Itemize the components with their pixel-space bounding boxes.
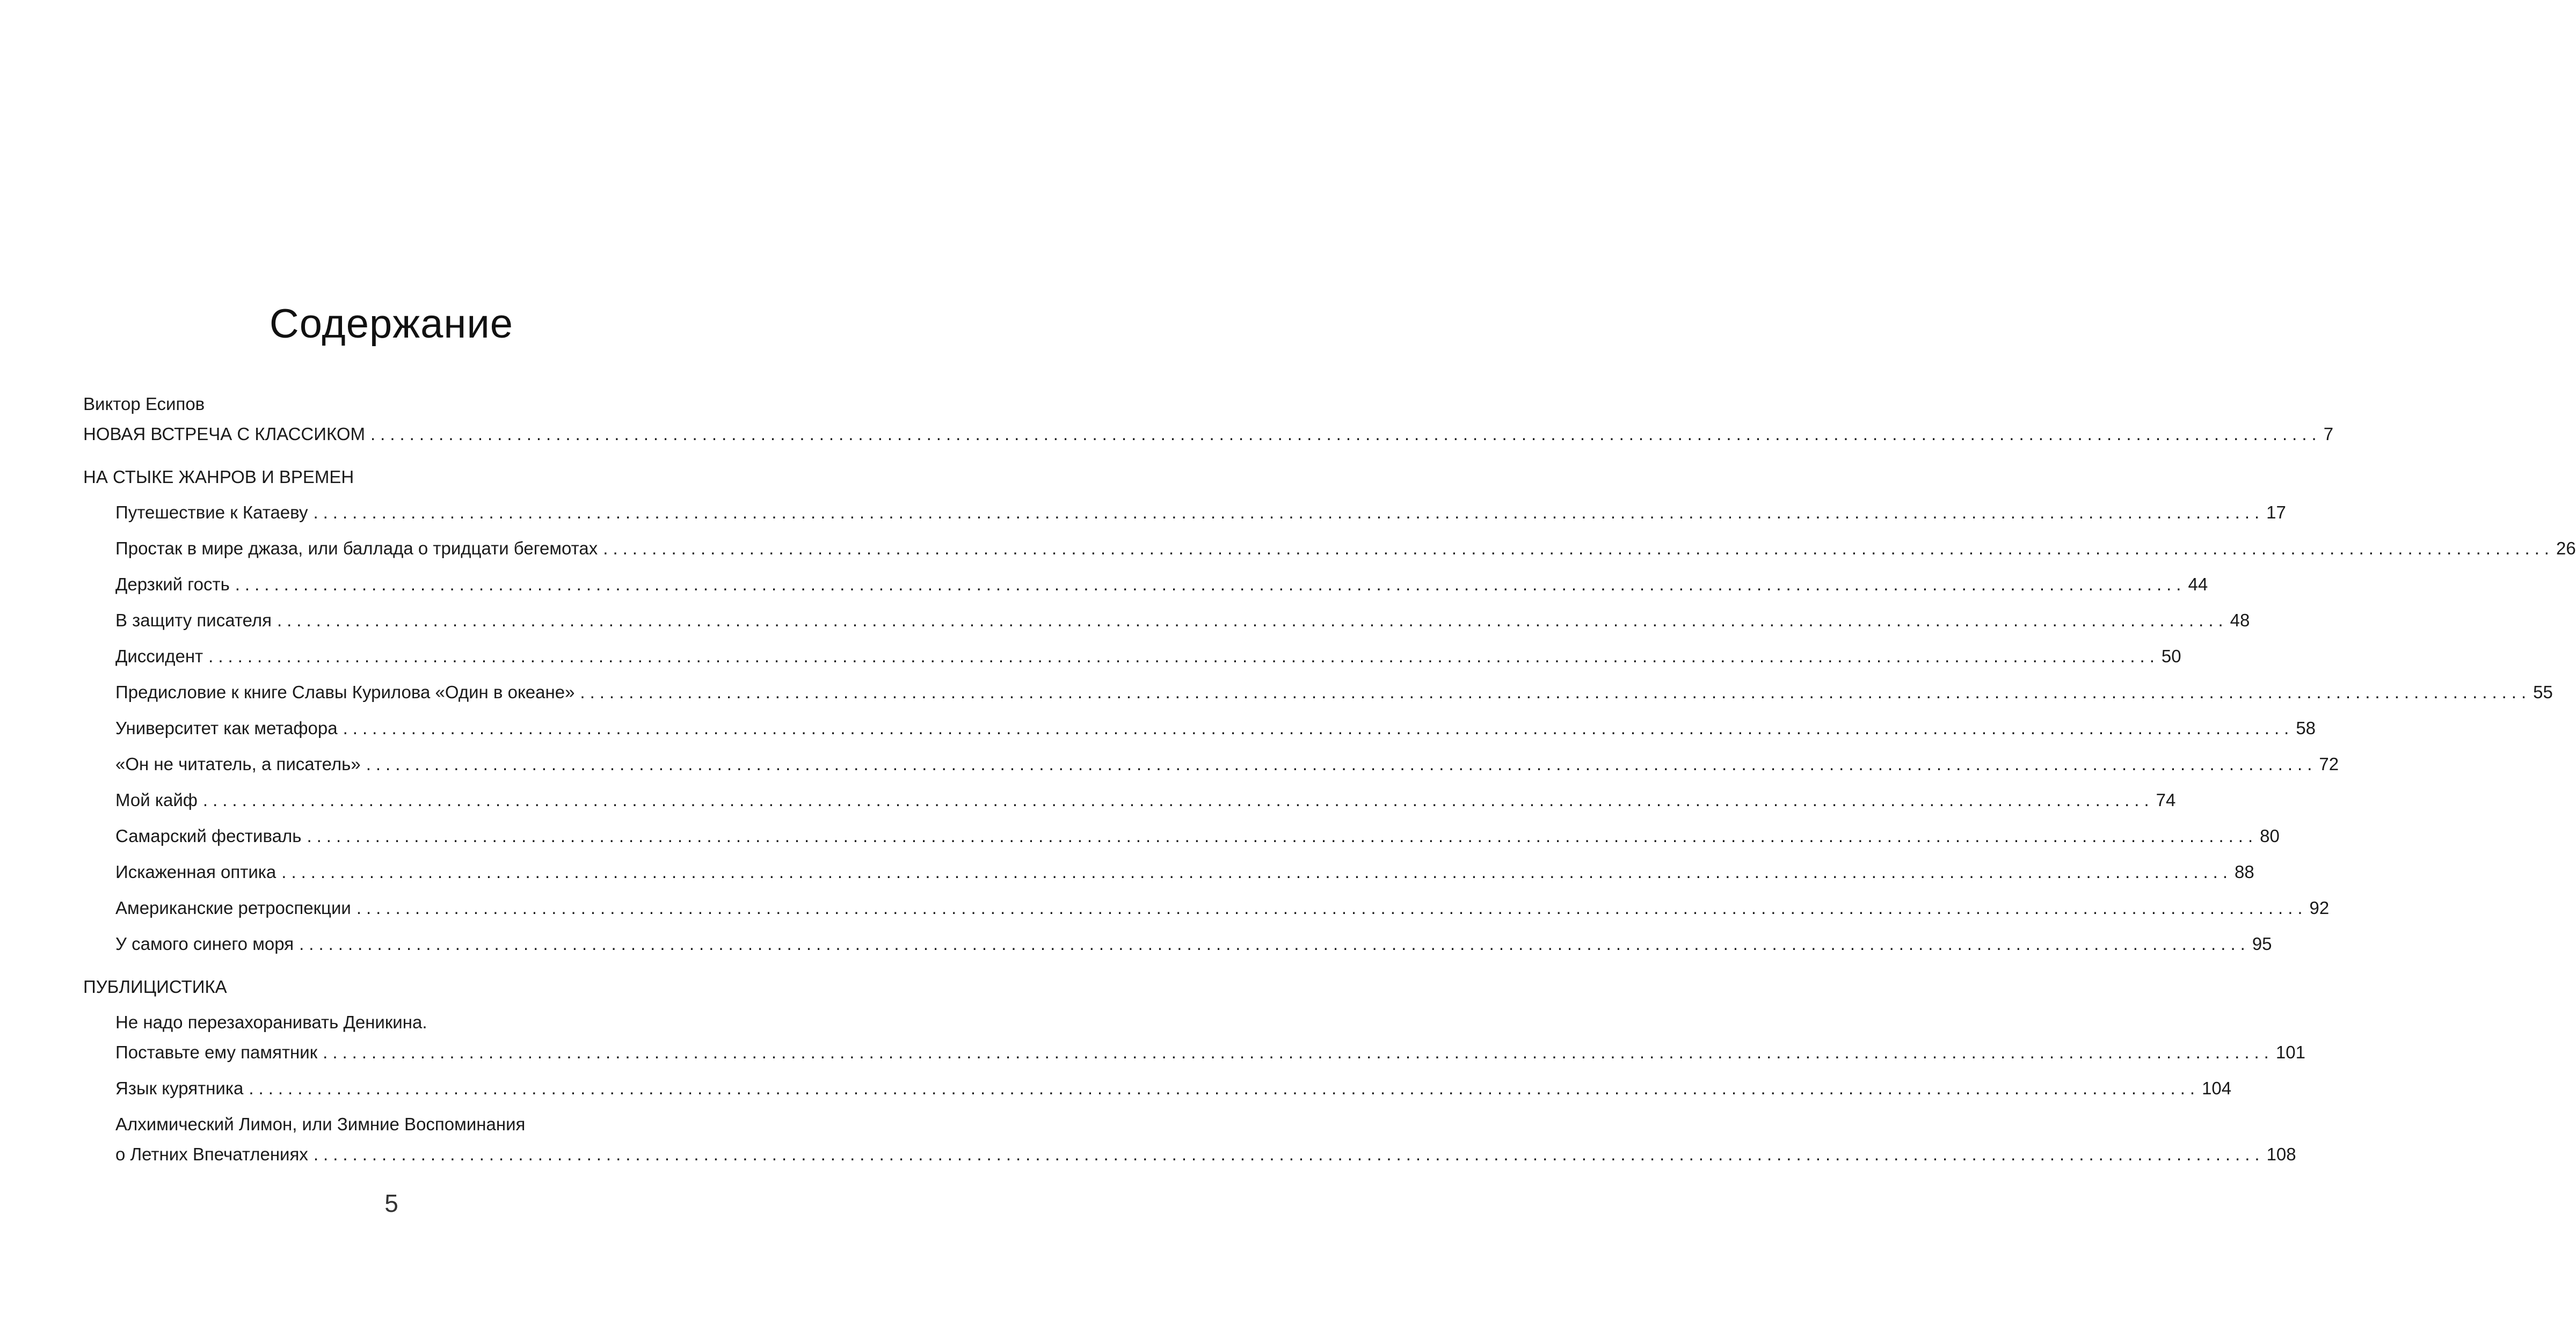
dot-leader: ........................................................................................................................................................................................................	[313, 502, 2265, 522]
intro-entry[interactable]	[83, 419, 2334, 449]
dot-leader: ........................................................................................................................................................................................................	[208, 646, 2159, 666]
entry-page: 48	[2230, 610, 2250, 630]
toc-entry[interactable]	[115, 857, 2254, 887]
toc-entry[interactable]	[115, 605, 2250, 635]
entry-title: Искаженная оптика	[115, 862, 276, 882]
entry-page: 88	[2235, 862, 2254, 882]
entry-page: 101	[2275, 1042, 2305, 1062]
dot-leader: ........................................................................................................................................................................................................	[235, 574, 2186, 594]
entry-page: 44	[2188, 574, 2208, 594]
toc-entry[interactable]	[115, 1007, 2305, 1067]
page-title: Содержание	[269, 301, 514, 347]
toc-entry[interactable]	[115, 749, 2339, 779]
dot-leader: ........................................................................................................................................................................................................	[323, 1042, 2274, 1062]
toc-entry[interactable]	[115, 498, 2286, 528]
entry-title-line1: Алхимический Лимон, или Зимние Воспоминания	[115, 1114, 526, 1134]
dot-leader: ........................................................................................................................................................................................................	[343, 718, 2294, 738]
page-number: 5	[384, 1189, 398, 1217]
entry-page: 50	[2161, 646, 2181, 666]
dot-leader: ........................................................................................................................................................................................................	[202, 790, 2154, 810]
dot-leader: ........................................................................................................................................................................................................	[276, 610, 2228, 630]
dot-leader: ........................................................................................................................................................................................................	[356, 898, 2308, 918]
toc-entry[interactable]	[115, 929, 2272, 959]
entry-title: Дерзкий гость	[115, 574, 230, 594]
toc-entry[interactable]	[115, 821, 2280, 851]
entry-page: 58	[2296, 718, 2316, 738]
entry-page: 108	[2266, 1144, 2296, 1164]
entry-title: Самарский фестиваль	[115, 826, 302, 846]
entry-title: Американские ретроспекции	[115, 898, 351, 918]
entry-title: Мой кайф	[115, 790, 198, 810]
entry-title: Поставьте ему памятник	[115, 1042, 318, 1062]
entry-title: о Летних Впечатлениях	[115, 1144, 308, 1164]
toc-entry[interactable]	[115, 569, 2208, 599]
toc-entry[interactable]	[115, 785, 2176, 815]
entry-page: 17	[2266, 502, 2286, 522]
dot-leader: ........................................................................................................................................................................................................	[603, 538, 2554, 558]
entry-page: 92	[2309, 898, 2330, 918]
entry-title: В защиту писателя	[115, 610, 272, 630]
entry-page: 95	[2252, 934, 2272, 954]
entry-title: Предисловие к книге Славы Курилова «Один в океане»	[115, 682, 575, 702]
entry-title: Университет как метафора	[115, 718, 338, 738]
section-heading: ПУБЛИЦИСТИКА	[83, 977, 227, 997]
entry-title: Диссидент	[115, 646, 203, 666]
toc-entry[interactable]	[115, 677, 2553, 707]
entry-title: Путешествие к Катаеву	[115, 502, 308, 522]
intro-author: Виктор Есипов	[83, 394, 205, 414]
dot-leader: ........................................................................................................................................................................................................	[366, 754, 2317, 774]
dot-leader: ........................................................................................................................................................................................................	[370, 424, 2322, 444]
entry-page: 74	[2156, 790, 2176, 810]
section-heading: НА СТЫКЕ ЖАНРОВ И ВРЕМЕН	[83, 467, 354, 487]
dot-leader: ........................................................................................................................................................................................................	[580, 682, 2531, 702]
entry-page: 72	[2319, 754, 2339, 774]
toc-entry[interactable]	[115, 713, 2316, 743]
table-of-contents	[83, 389, 2576, 1175]
intro-entry-title: НОВАЯ ВСТРЕЧА С КЛАССИКОМ	[83, 424, 365, 444]
dot-leader: ........................................................................................................................................................................................................	[249, 1078, 2200, 1098]
entry-title-line1: Не надо перезахоранивать Деникина.	[115, 1012, 427, 1032]
dot-leader: ........................................................................................................................................................................................................	[313, 1144, 2265, 1164]
toc-entry[interactable]	[115, 1073, 2232, 1103]
toc-entry[interactable]	[115, 893, 2330, 923]
entry-title: Язык курятника	[115, 1078, 244, 1098]
dot-leader: ........................................................................................................................................................................................................	[281, 862, 2232, 882]
entry-title: Простак в мире джаза, или баллада о тридцати бегемотах	[115, 538, 598, 558]
entry-page: 55	[2533, 682, 2553, 702]
entry-title: «Он не читатель, а писатель»	[115, 754, 361, 774]
dot-leader: ........................................................................................................................................................................................................	[299, 934, 2250, 954]
toc-entry[interactable]	[115, 1109, 2296, 1169]
entry-page: 80	[2260, 826, 2280, 846]
toc-entry[interactable]	[115, 533, 2576, 564]
intro-entry-page: 7	[2323, 424, 2334, 444]
entry-page: 26	[2556, 538, 2576, 558]
toc-entry[interactable]	[115, 641, 2181, 671]
dot-leader: ........................................................................................................................................................................................................	[307, 826, 2258, 846]
entry-title: У самого синего моря	[115, 934, 294, 954]
entry-page: 104	[2202, 1078, 2232, 1098]
